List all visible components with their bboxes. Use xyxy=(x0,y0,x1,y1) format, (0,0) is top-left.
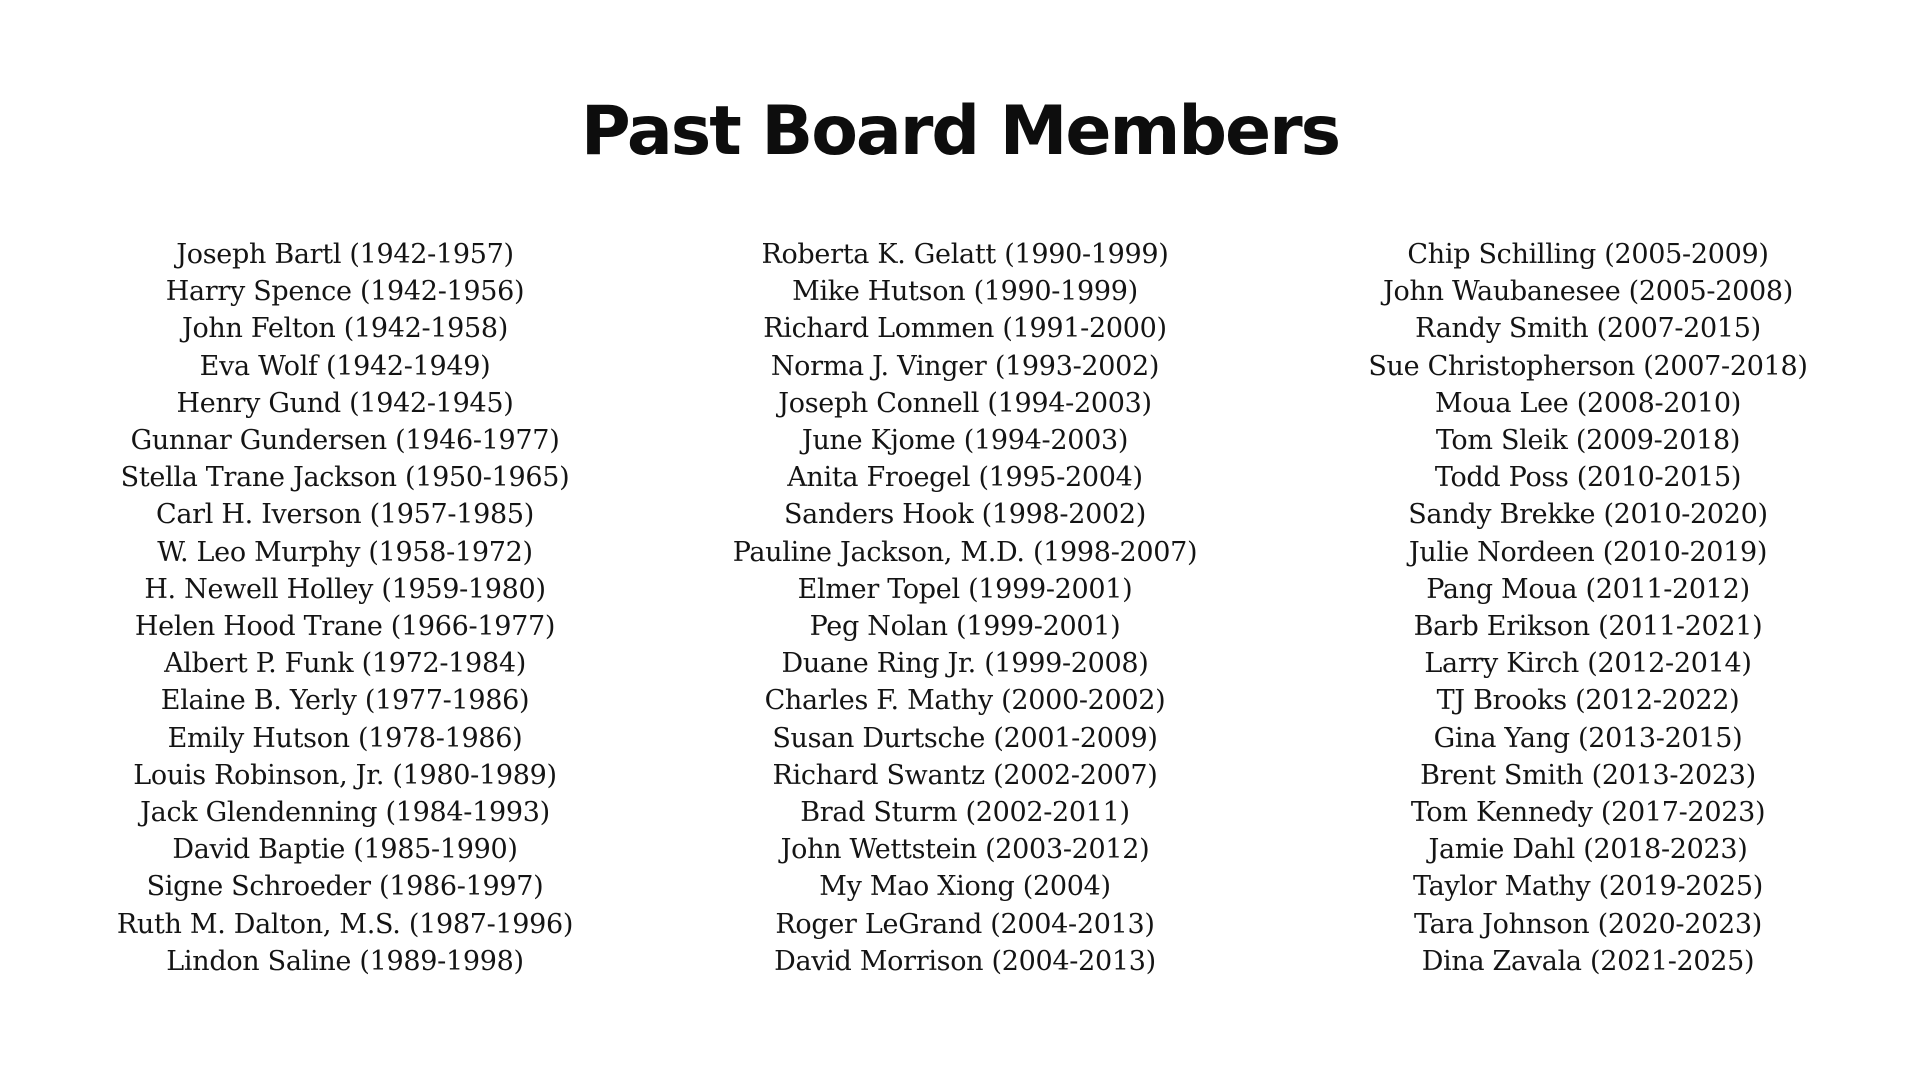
member-entry: Pang Moua (2011-2012) xyxy=(1426,573,1750,605)
member-entry: Jamie Dahl (2018-2023) xyxy=(1428,834,1748,866)
member-entry: Barb Erikson (2011-2021) xyxy=(1413,611,1763,643)
member-entry: Todd Poss (2010-2015) xyxy=(1434,462,1742,494)
member-entry: Chip Schilling (2005-2009) xyxy=(1407,239,1769,270)
member-entry: Gunnar Gundersen (1946-1977) xyxy=(130,425,560,457)
members-column-2 xyxy=(685,236,1245,980)
member-entry: June Kjome (1994-2003) xyxy=(801,425,1129,457)
member-entry: John Wettstein (2003-2012) xyxy=(780,834,1150,866)
member-entry: Carl H. Iverson (1957-1985) xyxy=(156,499,534,531)
member-entry: Tara Johnson (2020-2023) xyxy=(1414,908,1762,940)
member-entry: Louis Robinson, Jr. (1980-1989) xyxy=(133,759,557,791)
member-entry: Dina Zavala (2021-2025) xyxy=(1421,945,1755,977)
member-entry: Jack Glendenning (1984-1993) xyxy=(140,797,550,829)
member-entry: Emily Hutson (1978-1986) xyxy=(167,722,523,754)
member-entry: David Morrison (2004-2013) xyxy=(774,945,1156,977)
member-entry: Anita Froegel (1995-2004) xyxy=(787,462,1143,494)
member-entry: Elaine B. Yerly (1977-1986) xyxy=(160,685,530,717)
member-entry: Susan Durtsche (2001-2009) xyxy=(772,722,1158,754)
member-entry: My Mao Xiong (2004) xyxy=(819,871,1111,903)
member-entry: Norma J. Vinger (1993-2002) xyxy=(770,350,1160,382)
member-entry: Lindon Saline (1989-1998) xyxy=(166,945,524,977)
member-entry: Sue Christopherson (2007-2018) xyxy=(1368,350,1808,382)
member-entry: Taylor Mathy (2019-2025) xyxy=(1413,871,1763,903)
member-entry: Brent Smith (2013-2023) xyxy=(1420,759,1756,791)
member-entry: John Waubanesee (2005-2008) xyxy=(1383,276,1793,308)
member-entry: Sanders Hook (1998-2002) xyxy=(783,499,1146,531)
member-entry: Harry Spence (1942-1956) xyxy=(165,276,525,308)
member-entry: Roberta K. Gelatt (1990-1999) xyxy=(761,239,1169,270)
member-entry: Julie Nordeen (2010-2019) xyxy=(1408,536,1768,568)
member-entry: David Baptie (1985-1990) xyxy=(172,834,518,866)
member-entry: Ruth M. Dalton, M.S. (1987-1996) xyxy=(116,908,574,940)
members-column-1 xyxy=(65,236,625,980)
member-entry: W. Leo Murphy (1958-1972) xyxy=(157,536,533,568)
member-entry: John Felton (1942-1958) xyxy=(181,313,509,345)
member-entry: Charles F. Mathy (2000-2002) xyxy=(764,685,1166,717)
members-column-3 xyxy=(1308,236,1868,980)
member-entry: Mike Hutson (1990-1999) xyxy=(792,276,1138,308)
member-entry: Peg Nolan (1999-2001) xyxy=(809,611,1121,643)
member-entry: Joseph Connell (1994-2003) xyxy=(778,387,1152,419)
member-entry: Eva Wolf (1942-1949) xyxy=(199,350,491,382)
members-columns xyxy=(0,236,1920,996)
member-entry: Duane Ring Jr. (1999-2008) xyxy=(781,648,1149,680)
member-entry: Signe Schroeder (1986-1997) xyxy=(146,871,544,903)
member-entry: Pauline Jackson, M.D. (1998-2007) xyxy=(732,536,1198,568)
member-entry: Richard Lommen (1991-2000) xyxy=(763,313,1167,345)
member-entry: H. Newell Holley (1959-1980) xyxy=(144,573,546,605)
member-entry: Roger LeGrand (2004-2013) xyxy=(775,908,1155,940)
member-entry: Brad Sturm (2002-2011) xyxy=(800,797,1130,829)
member-entry: Albert P. Funk (1972-1984) xyxy=(164,648,526,680)
page-title: Past Board Members xyxy=(580,92,1340,171)
member-entry: Stella Trane Jackson (1950-1965) xyxy=(120,462,570,494)
member-entry: Richard Swantz (2002-2007) xyxy=(772,759,1158,791)
member-entry: Tom Sleik (2009-2018) xyxy=(1435,425,1741,457)
member-entry: Elmer Topel (1999-2001) xyxy=(797,573,1133,605)
member-entry: Gina Yang (2013-2015) xyxy=(1433,722,1743,754)
member-entry: Larry Kirch (2012-2014) xyxy=(1424,648,1752,680)
member-entry: Tom Kennedy (2017-2023) xyxy=(1410,797,1766,829)
member-entry: Randy Smith (2007-2015) xyxy=(1415,313,1761,345)
member-entry: Moua Lee (2008-2010) xyxy=(1434,387,1742,419)
member-entry: Sandy Brekke (2010-2020) xyxy=(1408,499,1768,531)
member-entry: Henry Gund (1942-1945) xyxy=(176,387,514,419)
member-entry: TJ Brooks (2012-2022) xyxy=(1436,685,1740,717)
member-entry: Joseph Bartl (1942-1957) xyxy=(176,239,514,270)
member-entry: Helen Hood Trane (1966-1977) xyxy=(134,611,556,643)
